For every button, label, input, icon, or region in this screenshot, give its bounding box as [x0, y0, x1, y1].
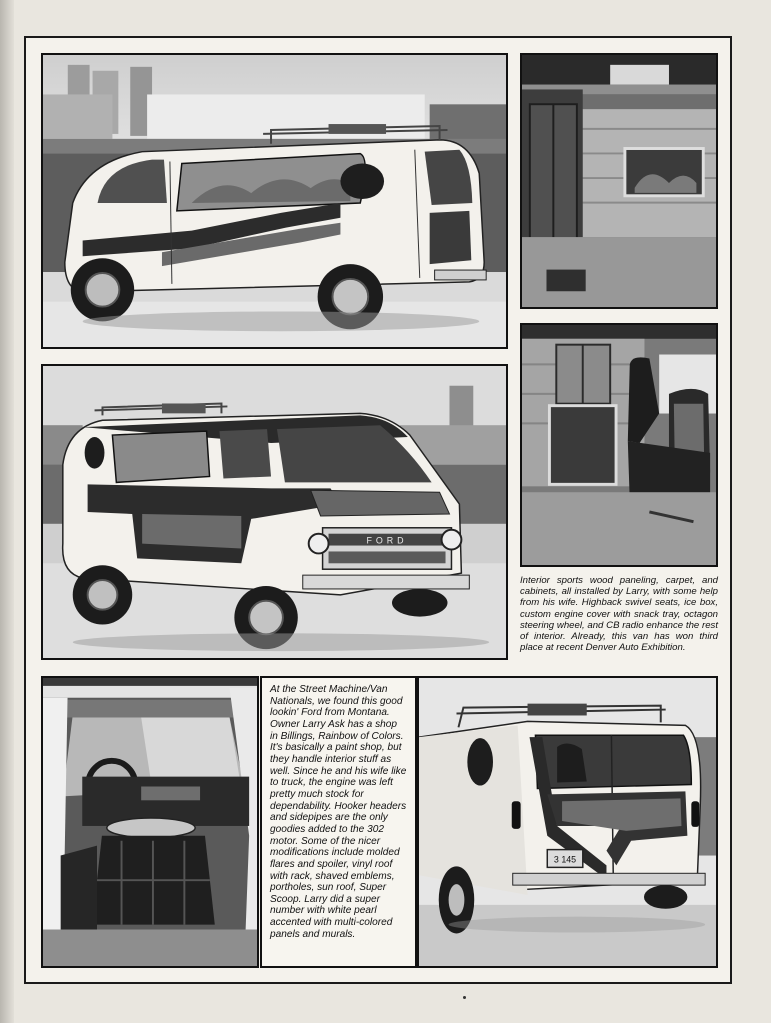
cockpit-illustration — [43, 678, 257, 966]
license-plate-text: 3 145 — [553, 854, 577, 865]
paneling-illustration — [522, 55, 716, 307]
photo-swivel-seats — [520, 323, 718, 567]
van-rear-illustration — [419, 678, 716, 966]
photo-interior-paneling — [520, 53, 718, 309]
page-edge-shadow — [0, 0, 14, 1023]
story-text: At the Street Machine/Van Nationals, we found this good lookin' Ford from Montana. Owner Larry Ask has a shop in Billings, Rainbow of Colors. It's basically a paint shop, but they handle interior stuff as well. Since he and his wife like to truck, the engine was left pretty much stock for dependability. Hooker headers and sidepipes are the only goodies added to the 302 motor. Some of the nicer modifications include molded flares and spoiler, vinyl roof with rack, shaved emblems, portholes, sun roof, Super Scoop. Larry did a super number with white pearl accented with multi-colored panels and murals. — [270, 684, 407, 940]
van-front-illustration — [43, 366, 506, 658]
photo-van-rear — [417, 676, 718, 968]
photo-cockpit — [41, 676, 259, 968]
photo-van-front — [41, 364, 508, 660]
page-frame — [24, 36, 732, 984]
grille-lettering: FORD — [366, 535, 408, 546]
story-text-box — [260, 676, 417, 968]
interior-caption — [520, 575, 718, 665]
photo-van-side — [41, 53, 508, 349]
interior-caption-text: Interior sports wood paneling, carpet, and cabinets, all installed by Larry, with some help from his wife. Highback swivel seats, ice box, custom engine cover with snack tray, octagon steering wheel, and CB radio enhance the rest of interior. Already, this van has won third place at recent Denver Auto Exhibition. — [520, 575, 718, 654]
page-mark — [463, 996, 466, 999]
van-side-illustration — [43, 55, 506, 347]
seats-illustration — [522, 325, 716, 565]
